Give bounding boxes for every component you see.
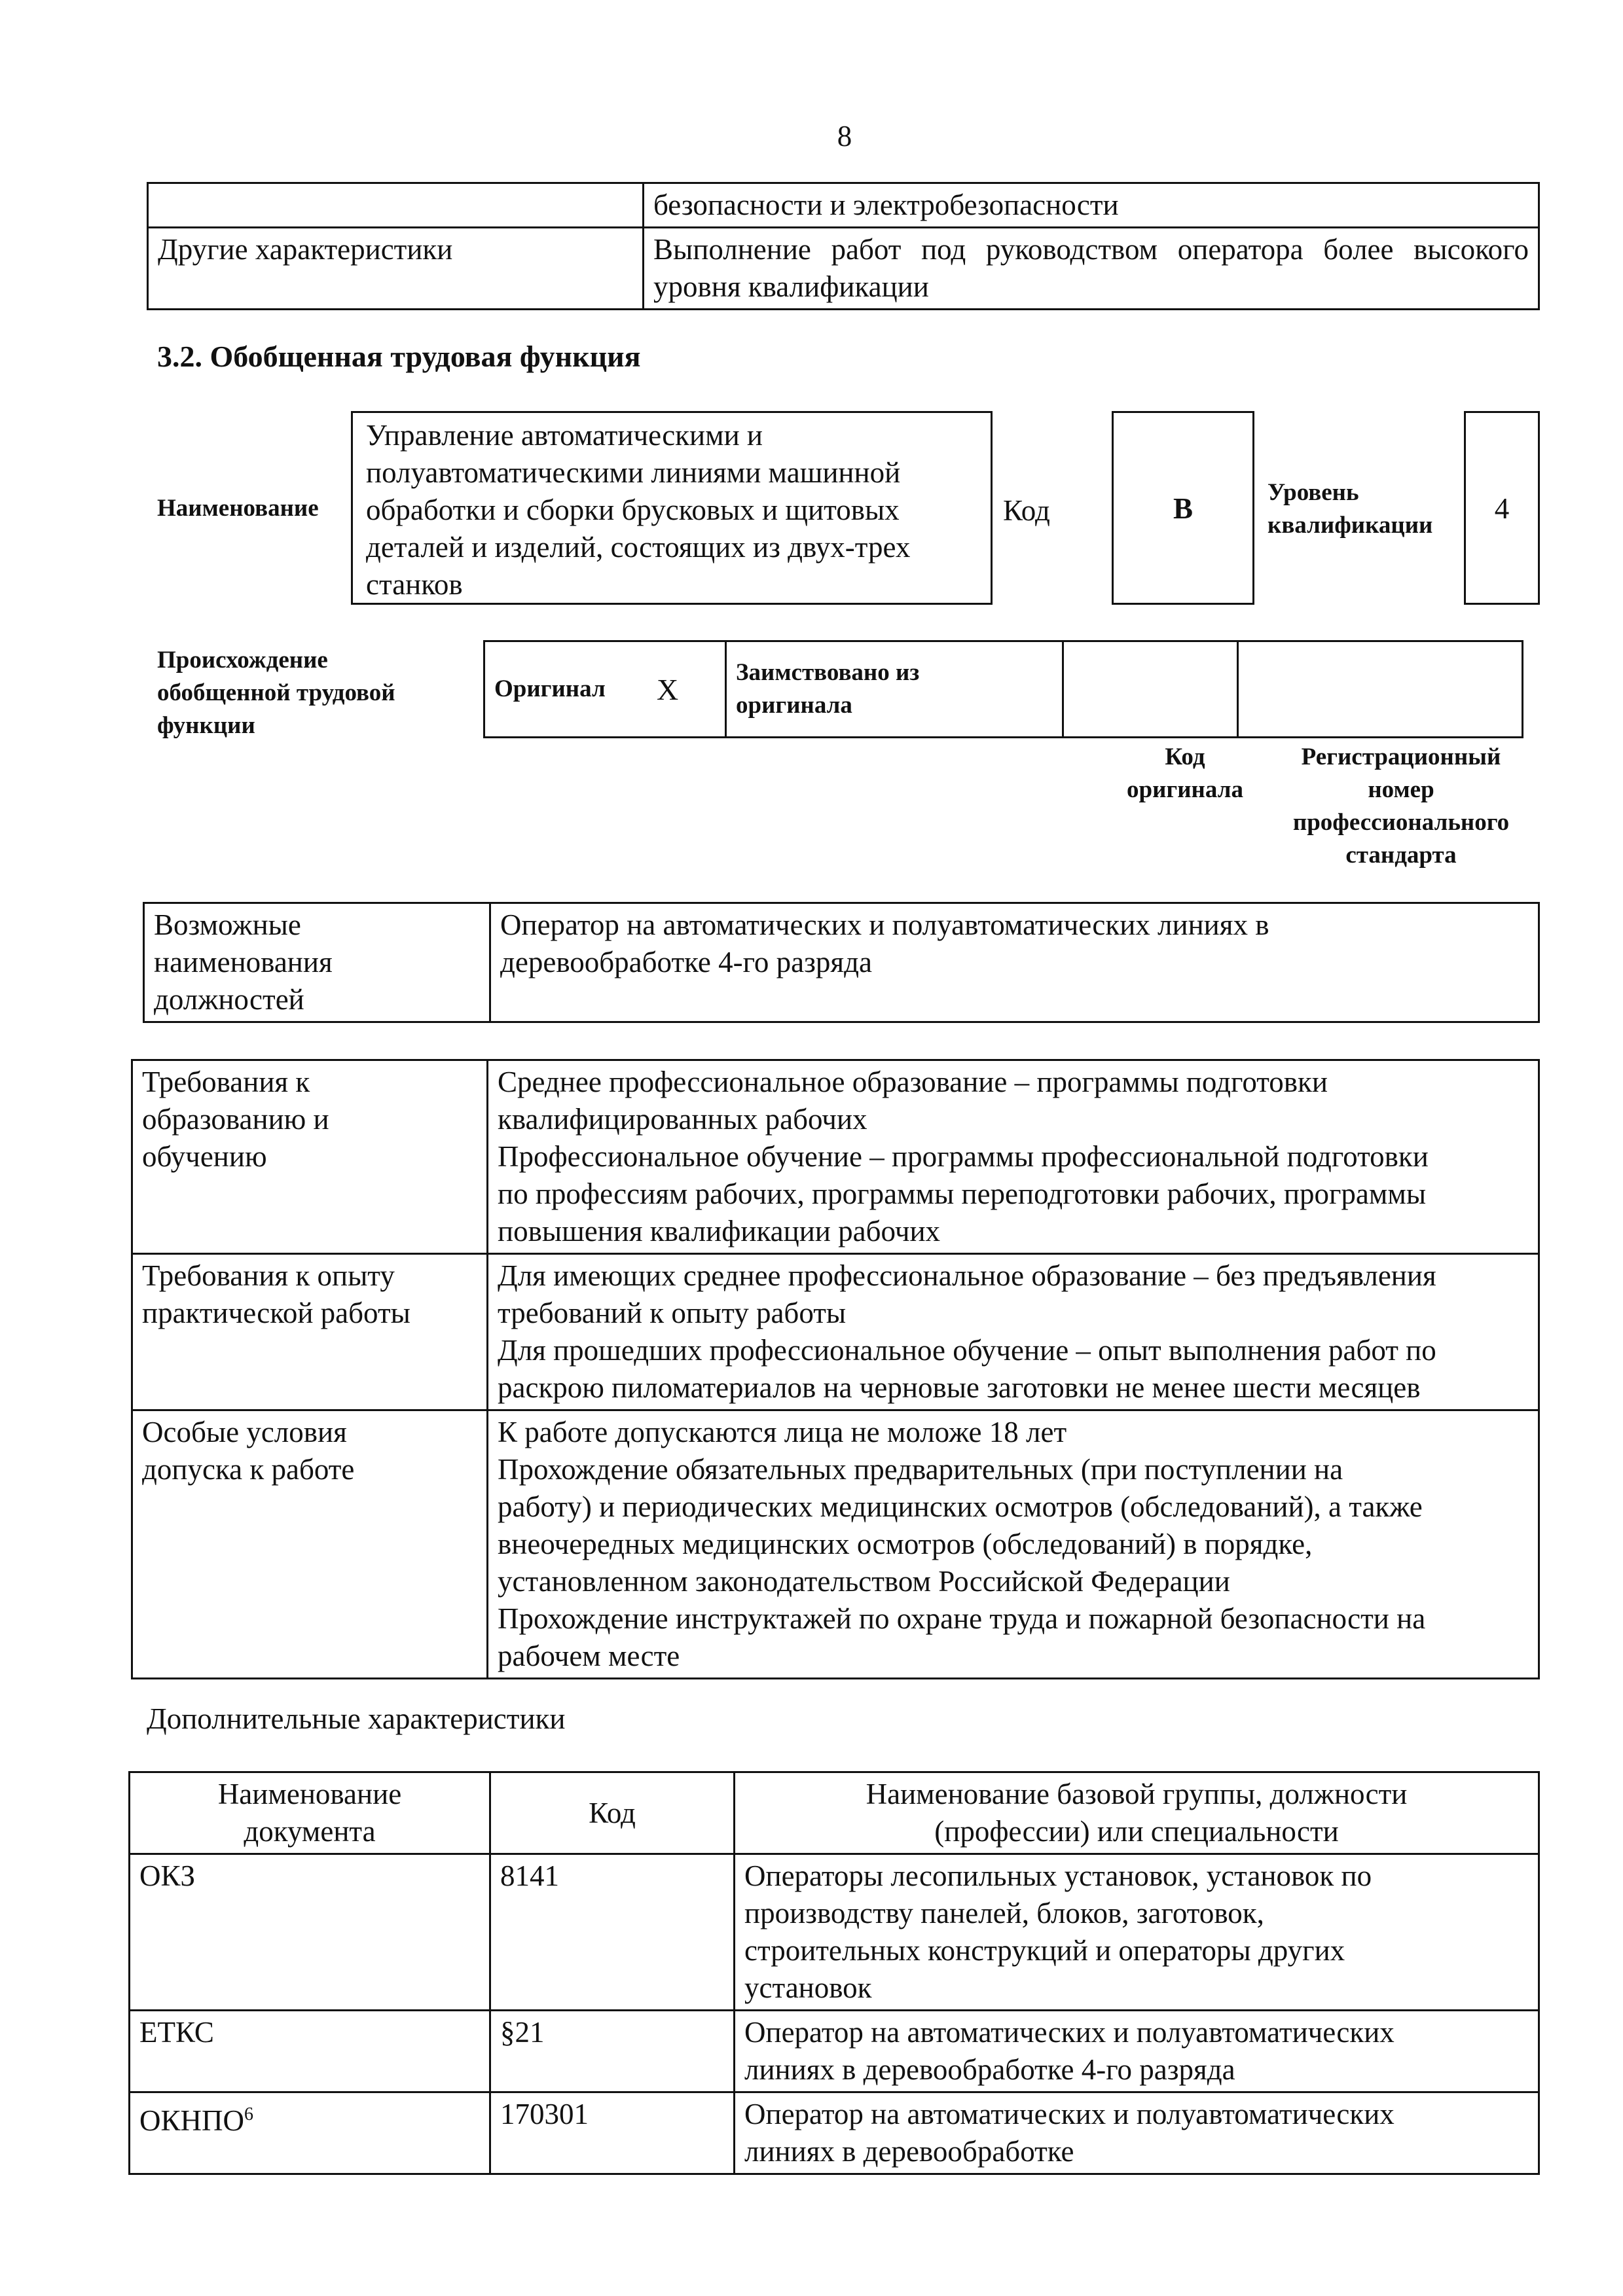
page-number: 8 <box>837 120 852 152</box>
level-box <box>1464 411 1540 605</box>
original-label: Оригинал <box>484 641 648 738</box>
origin-table <box>483 640 1523 738</box>
reg-number-cell <box>1238 641 1523 738</box>
positions-value: Оператор на автоматических и полуавтоматических линиях в деревообработке 4-го разряда <box>490 903 1539 1022</box>
code-label: Код <box>1003 494 1050 527</box>
section-title: 3.2. Обобщенная трудовая функция <box>157 340 641 373</box>
header-group-name: Наименование базовой группы, должности (профессии) или специальности <box>735 1772 1539 1854</box>
additional-table <box>128 1771 1540 2175</box>
borrowed-label: Заимствовано из оригинала <box>726 641 1063 738</box>
code-original-caption: Код оригинала <box>1127 744 1243 803</box>
row-name: Оператор на автоматических и полуавтоматических линиях в деревообработке 4-го разряда <box>735 2011 1539 2092</box>
table-row <box>130 2011 1539 2092</box>
table-row <box>130 1854 1539 2011</box>
row-code: §21 <box>490 2011 735 2092</box>
name-label: Наименование <box>157 495 319 522</box>
special-conditions-value: К работе допускаются лица не моложе 18 лет Прохождение обязательных предварительных (при поступлении на работу) и периодических медицинских осмотров (обследований), а также внеочередных медицинских осмотров (обследований) в порядке, установленном законодательством Российской Федерации Прохождение инструктажей по охране труда и пожарной безопасности на рабочем месте <box>488 1410 1539 1679</box>
positions-table <box>143 902 1540 1023</box>
positions-label: Возможные наименования должностей <box>144 903 490 1022</box>
experience-label: Требования к опыту практической работы <box>132 1254 488 1410</box>
other-characteristics-value: Выполнение работ под руководством оператора более высокого уровня квалификации <box>644 228 1539 310</box>
requirement-row <box>132 1410 1539 1679</box>
code-value: B <box>1173 492 1193 525</box>
function-name-box: Управление автоматическими и полуавтоматическими линиями машинной обработки и сборки брусковых и щитовых деталей и изделий, состоящих из двух-трех станков <box>351 411 993 605</box>
footnote-mark: 6 <box>244 2104 254 2125</box>
level-label: Уровень квалификации <box>1267 479 1433 539</box>
row-doc: ЕТКС <box>130 2011 490 2092</box>
requirements-table <box>131 1059 1540 1679</box>
requirement-row <box>132 1254 1539 1410</box>
row-name: Оператор на автоматических и полуавтоматических линиях в деревообработке <box>735 2092 1539 2174</box>
education-value: Среднее профессиональное образование – программы подготовки квалифицированных рабочих Профессиональное обучение – программы профессиональной подготовки по профессиям рабочих, программы переподготовки рабочих, программы повышения квалификации рабочих <box>488 1060 1539 1254</box>
education-label: Требования к образованию и обучению <box>132 1060 488 1254</box>
code-box <box>1112 411 1254 605</box>
header-document: Наименование документа <box>130 1772 490 1854</box>
row-code: 170301 <box>490 2092 735 2174</box>
row-doc <box>130 2092 490 2174</box>
requirement-row <box>132 1060 1539 1254</box>
level-value: 4 <box>1494 492 1510 525</box>
top-row1-label <box>148 183 644 228</box>
table-row <box>130 2092 1539 2174</box>
row-doc: ОКЗ <box>130 1854 490 2011</box>
row-name: Операторы лесопильных установок, установок по производству панелей, блоков, заготовок, строительных конструкций и операторы других установок <box>735 1854 1539 2011</box>
top-row1-value: безопасности и электробезопасности <box>644 183 1539 228</box>
experience-value: Для имеющих среднее профессиональное образование – без предъявления требований к опыту работы Для прошедших профессиональное обучение – опыт выполнения работ по раскрою пиломатериалов на черновые заготовки не менее шести месяцев <box>488 1254 1539 1410</box>
origin-label: Происхождение обобщенной трудовой функции <box>157 647 395 739</box>
reg-number-caption: Регистрационный номер профессионального стандарта <box>1292 744 1510 869</box>
code-original-cell <box>1063 641 1238 738</box>
original-mark: X <box>647 641 726 738</box>
header-code: Код <box>490 1772 735 1854</box>
other-characteristics-label: Другие характеристики <box>148 228 644 310</box>
special-conditions-label: Особые условия допуска к работе <box>132 1410 488 1679</box>
row-code: 8141 <box>490 1854 735 2011</box>
additional-title: Дополнительные характеристики <box>147 1702 566 1735</box>
top-characteristics-table <box>147 182 1540 310</box>
row-doc-text: ОКНПО <box>139 2104 245 2137</box>
